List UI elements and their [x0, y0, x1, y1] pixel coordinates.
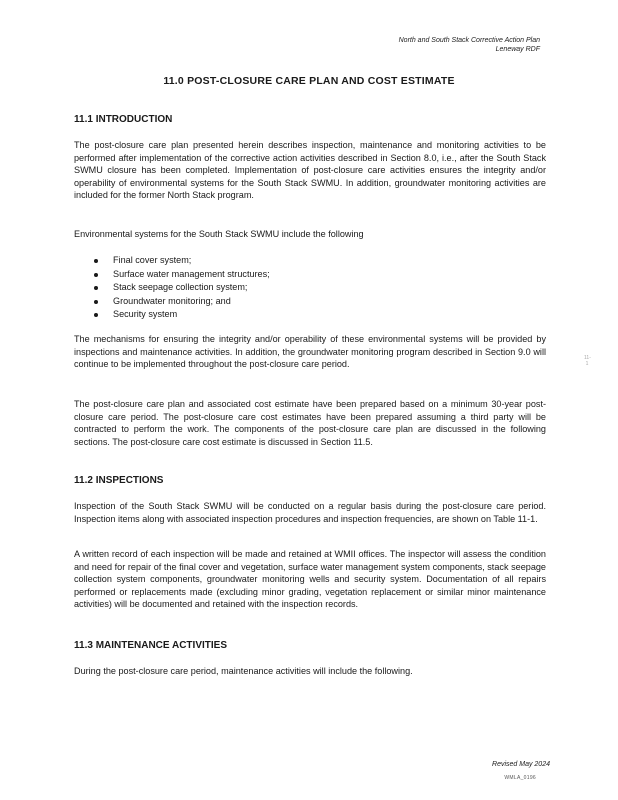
list-item: Final cover system; [92, 254, 270, 268]
bullet-icon [94, 286, 98, 290]
bullet-icon [94, 300, 98, 304]
section-heading-maintenance: 11.3 MAINTENANCE ACTIVITIES [74, 640, 227, 651]
header-line-1: North and South Stack Corrective Action Plan [398, 37, 540, 44]
bates-stamp: WMLA_0196 [504, 775, 536, 781]
intro-paragraph-2: Environmental systems for the South Stack SWMU include the following [74, 229, 364, 239]
list-item: Surface water management structures; [92, 268, 270, 282]
page-title: 11.0 POST-CLOSURE CARE PLAN AND COST ESTIMATE [163, 75, 455, 87]
bullet-icon [94, 273, 98, 277]
list-item: Stack seepage collection system; [92, 281, 270, 295]
environmental-systems-list [92, 254, 270, 322]
running-header [399, 36, 540, 54]
revision-date: Revised May 2024 [492, 761, 550, 768]
section-heading-introduction: 11.1 INTRODUCTION [74, 114, 173, 125]
list-item: Groundwater monitoring; and [92, 295, 270, 309]
intro-paragraph-3: The mechanisms for ensuring the integrity and/or operability of these environmental systems will be provided by inspections and maintenance activities. In addition, the groundwater monitoring program described in Section 9.0 will continue to be implemented throughout the post-closure care period. [74, 334, 546, 370]
list-item: Security system [92, 308, 270, 322]
section-heading-inspections: 11.2 INSPECTIONS [74, 475, 164, 486]
inspections-paragraph-1: Inspection of the South Stack SWMU will be conducted on a regular basis during the post-closure care period. Inspection items along with associated inspection procedures and inspection frequencies, are shown on Table 11-1. [74, 501, 546, 524]
maintenance-paragraph-1: During the post-closure care period, maintenance activities will include the following. [74, 666, 413, 676]
bullet-icon [94, 259, 98, 263]
header-line-2: Leneway RDF [495, 46, 540, 53]
intro-paragraph-4: The post-closure care plan and associated cost estimate have been prepared based on a minimum 30-year post-closure care period. The post-closure care cost estimates have been prepared assuming a third party will be contracted to perform the work. The components of the post-closure care plan are discussed in the following sections. The post-closure care cost estimate is discussed in Section 11.5. [74, 399, 546, 447]
intro-paragraph-1: The post-closure care plan presented herein describes inspection, maintenance and monitoring activities to be performed after implementation of the corrective action activities described in Section 8.0, i.e., after the South Stack SWMU closure has been completed. Implementation of post-closure care activities ensures the integrity and/or operability of environmental systems for the South Stack SWMU. In addition, groundwater monitoring activities are included for the former North Stack program. [74, 140, 546, 201]
bullet-icon [94, 313, 98, 317]
margin-page-mark: 11-1 [584, 355, 591, 367]
inspections-paragraph-2: A written record of each inspection will be made and retained at WMII offices. The inspector will assess the condition and need for repair of the final cover and vegetation, surface water management system components, stack seepage collection system components, groundwater monitoring wells and security system. Documentation of all repairs performed or replacements made (excluding minor grading, vegetation replacement or similar minor maintenance activities) will be documented and retained with the inspection records. [74, 549, 546, 610]
